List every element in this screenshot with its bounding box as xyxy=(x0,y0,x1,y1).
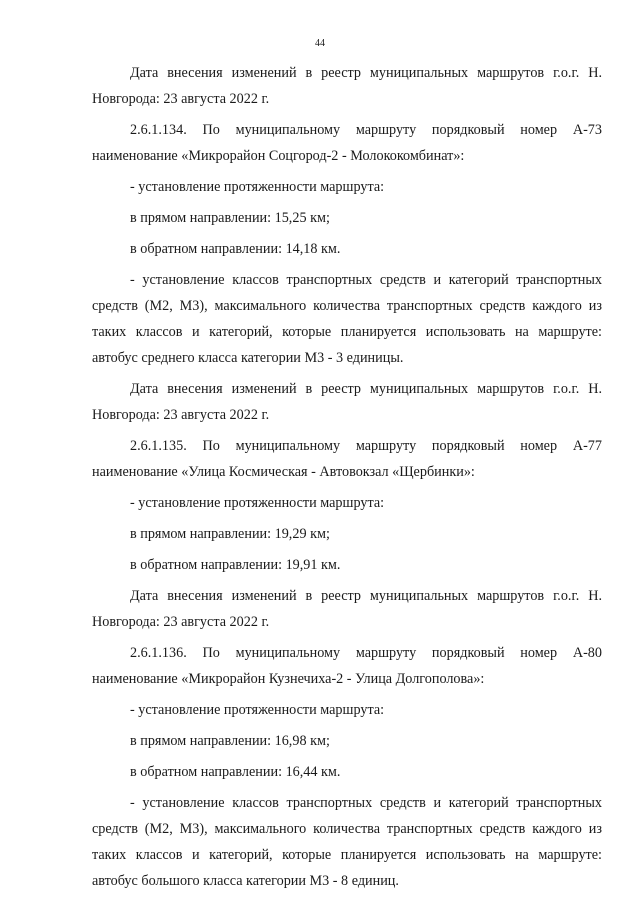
paragraph-route-a77-heading: 2.6.1.135. По муниципальному маршруту порядковый номер А-77 наименование «Улица Космическая - Автовокзал «Щербинки»: xyxy=(92,438,602,480)
paragraph-registry-date: Дата внесения изменений в реестр муниципальных маршрутов г.о.г. Н. Новгорода: 23 августа 2022 г. xyxy=(92,65,602,107)
paragraph-route-a73-heading: 2.6.1.134. По муниципальному маршруту порядковый номер А-73 наименование «Микрорайон Соцгород-2 - Молококомбинат»: xyxy=(92,122,602,164)
paragraph-route-length-label: - установление протяженности маршрута: xyxy=(130,702,385,718)
paragraph-route-length-label: - установление протяженности маршрута: xyxy=(130,179,385,195)
paragraph-route-length-label: - установление протяженности маршрута: xyxy=(130,495,385,511)
paragraph-registry-date: Дата внесения изменений в реестр муниципальных маршрутов г.о.г. Н. Новгорода: 23 августа 2022 г. xyxy=(92,588,602,630)
paragraph-forward-length: в прямом направлении: 16,98 км; xyxy=(130,733,330,749)
paragraph-registry-date: Дата внесения изменений в реестр муниципальных маршрутов г.о.г. Н. Новгорода: 23 августа 2022 г. xyxy=(92,381,602,423)
page-number: 44 xyxy=(315,38,325,49)
document-body xyxy=(92,60,602,899)
paragraph-reverse-length: в обратном направлении: 16,44 км. xyxy=(130,764,341,780)
paragraph-vehicle-classes: - установление классов транспортных средств и категорий транспортных средств (М2, М3), максимального количества транспортных средств каждого из таких классов и категорий, которые планируется использовать на маршруте: автобус среднего класса категории М3 - 3 единицы. xyxy=(92,272,602,366)
paragraph-forward-length: в прямом направлении: 19,29 км; xyxy=(130,526,330,542)
paragraph-reverse-length: в обратном направлении: 19,91 км. xyxy=(130,557,341,573)
paragraph-reverse-length: в обратном направлении: 14,18 км. xyxy=(130,241,341,257)
paragraph-forward-length: в прямом направлении: 15,25 км; xyxy=(130,210,330,226)
paragraph-route-a80-heading: 2.6.1.136. По муниципальному маршруту порядковый номер А-80 наименование «Микрорайон Кузнечиха-2 - Улица Долгополова»: xyxy=(92,645,602,687)
paragraph-vehicle-classes: - установление классов транспортных средств и категорий транспортных средств (М2, М3), максимального количества транспортных средств каждого из таких классов и категорий, которые планируется использовать на маршруте: автобус большого класса категории М3 - 8 единиц. xyxy=(92,795,602,889)
